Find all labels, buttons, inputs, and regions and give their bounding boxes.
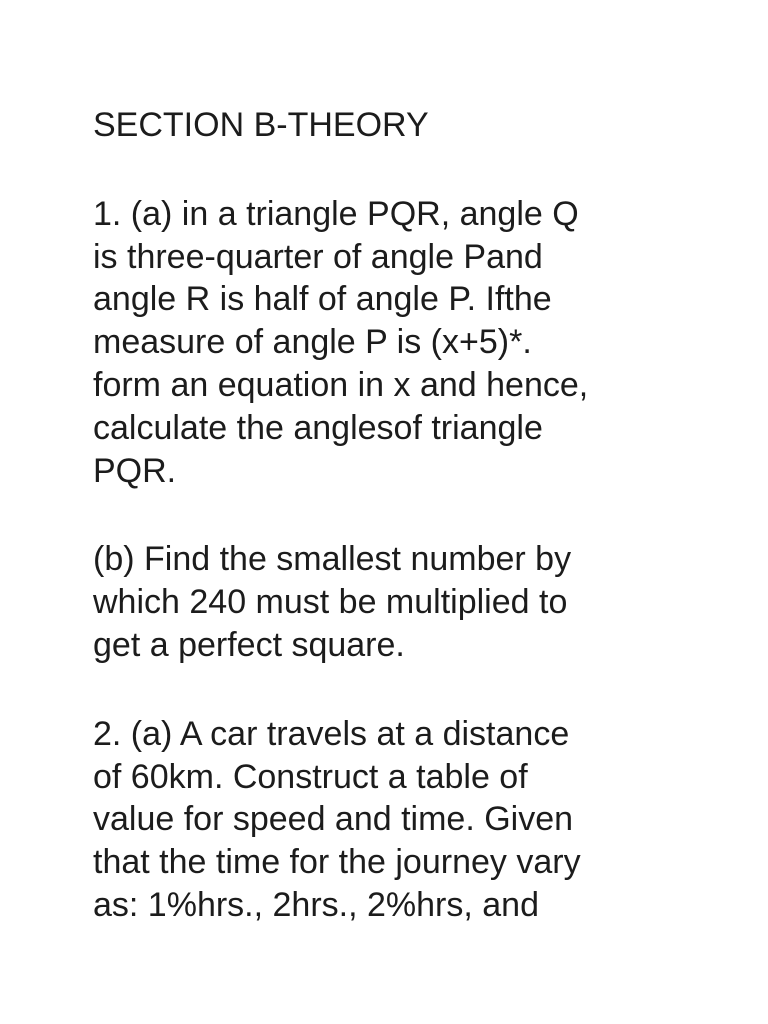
paragraph-spacer	[93, 667, 733, 713]
question-1b-line: which 240 must be multiplied to	[93, 583, 568, 622]
question-1a-line: 1. (a) in a triangle PQR, angle Q	[93, 194, 579, 233]
question-1a-line: measure of angle P is (x+5)*.	[93, 323, 532, 362]
question-1a-line: angle R is half of angle P. Ifthe	[93, 280, 552, 319]
paragraph-spacer	[93, 492, 733, 538]
question-2a	[93, 713, 733, 927]
document-body	[93, 104, 733, 927]
question-2a-line: of 60km. Construct a table of	[93, 757, 528, 796]
question-1b-line: (b) Find the smallest number by	[93, 540, 572, 579]
question-1a-line: calculate the anglesof triangle	[93, 408, 543, 447]
question-1a-line: is three-quarter of angle Pand	[93, 237, 543, 276]
question-2a-line: that the time for the journey vary	[93, 843, 581, 882]
question-2a-line: 2. (a) A car travels at a distance	[93, 714, 570, 753]
paragraph-spacer	[93, 147, 733, 193]
question-1b	[93, 538, 733, 666]
question-2a-line: as: 1%hrs., 2hrs., 2%hrs, and	[93, 885, 539, 924]
question-1a	[93, 193, 733, 493]
section-heading: SECTION B-THEORY	[93, 106, 429, 144]
question-1a-line: PQR.	[93, 451, 177, 490]
question-1b-line: get a perfect square.	[93, 625, 405, 664]
question-2a-line: value for speed and time. Given	[93, 800, 574, 839]
question-1a-line: form an equation in x and hence,	[93, 365, 589, 404]
